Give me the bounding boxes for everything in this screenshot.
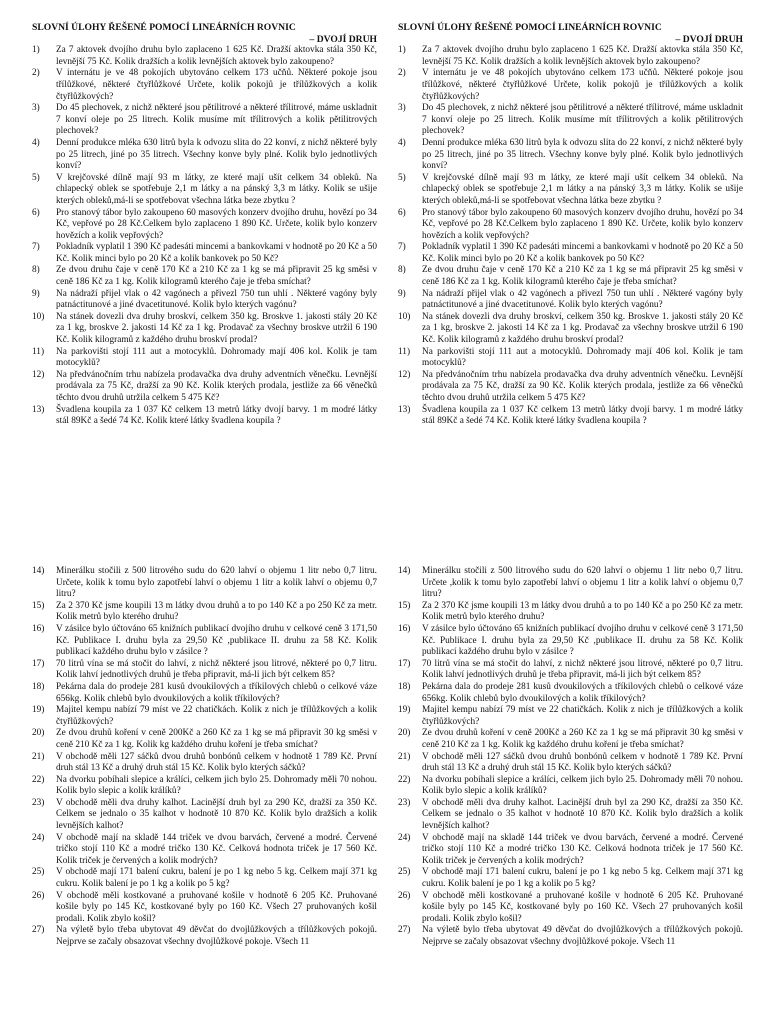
problem-number: 5) [32, 172, 40, 183]
problem-item [32, 68, 377, 103]
problem-item [32, 728, 377, 751]
problem-item [398, 867, 743, 890]
problem-item [398, 624, 743, 659]
problem-number: 24) [398, 832, 411, 843]
problem-item [32, 601, 377, 624]
problem-text: Denní produkce mléka 630 litrů byla k odvozu slita do 22 konví, z nichž některé byly po 25 litrech, jiné po 35 litrech. Všechny konve byly plné. Kolik bylo jednotlivých konví? [422, 137, 743, 172]
problem-item [32, 138, 377, 173]
problem-number: 25) [32, 867, 45, 878]
problem-item [32, 566, 377, 601]
problem-item [398, 289, 743, 312]
problem-text: V obchodě měli kostkované a pruhované košile v hodnotě 6 205 Kč. Pruhované košile byly po 145 Kč, kostkované byly po 160 Kč. Všech 27 pruhovaných košil prodali. Kolik zbylo košil? [56, 890, 377, 924]
problem-item [398, 68, 743, 103]
problem-text: V krejčovské dílně mají 93 m látky, ze které mají ušít celkem 34 obleků. Na chlapecký oblek se spotřebuje 2,1 m látky a na pánský 3,3 m látky. Kolik se ušije kterých obleků,má-li se spotřebovat všechna látka beze zbytku ? [56, 172, 377, 206]
problem-text: V obchodě měli kostkované a pruhované košile v hodnotě 6 205 Kč. Pruhované košile byly po 145 Kč, kostkované byly po 160 Kč. Všech 27 pruhovaných košil prodali. Kolik zbylo košil? [422, 890, 743, 924]
problem-number: 11) [398, 346, 411, 357]
problem-text: V obchodě měli 127 sáčků dvou druhů bonbónů celkem v hodnotě 1 789 Kč. První druh stál 13 Kč a druhý druh stál 15 Kč. Kolik bylo kterých sáčků? [56, 751, 377, 774]
problem-number: 26) [398, 890, 411, 901]
problem-text: Pekárna dala do prodeje 281 kusů dvoukilových a tříkilových chlebů o celkové váze 656kg. Kolik chlebů bylo dvoukilových a kolik tříkilových? [56, 681, 377, 704]
problem-text: V obchodě mají 171 balení cukru, balení je po 1 kg nebo 5 kg. Celkem mají 371 kg cukru. Kolik balení je po 1 kg a kolik po 5 kg? [422, 867, 743, 890]
problem-item [32, 891, 377, 926]
problem-number: 3) [32, 103, 40, 114]
problem-item [32, 752, 377, 775]
worksheet-left-bottom [32, 566, 377, 949]
problem-item [32, 265, 377, 288]
problem-text: Za 7 aktovek dvojího druhu bylo zaplaceno 1 625 Kč. Dražší aktovka stála 350 Kč, levnější 75 Kč. Kolik dražších a kolik levnějších aktovek bylo zakoupeno? [56, 45, 377, 67]
problem-item [32, 682, 377, 705]
problem-item [32, 312, 377, 347]
worksheet-title: SLOVNÍ ÚLOHY ŘEŠENÉ POMOCÍ LINEÁRNÍCH ROVNIC [398, 22, 662, 33]
problem-text: V obchodě mají na skladě 144 triček ve dvou barvách, červené a modré. Červené tričko stojí 110 Kč a modré tričko 130 Kč. Celková hodnota triček je 17 560 Kč. Kolik triček je červených a kolik modrých? [422, 832, 743, 866]
problem-number: 27) [398, 925, 411, 936]
problem-item [32, 405, 377, 428]
problem-number: 9) [398, 288, 406, 299]
problem-text: Na výletě bylo třeba ubytovat 49 děvčat do dvojlůžkových a třílůžkových pokojů. Nejprve se začaly obsazovat všechny dvojlůžkové pokoje. Všech 11 [56, 925, 377, 947]
problem-item [32, 705, 377, 728]
problem-item [398, 405, 743, 428]
problem-text: Do 45 plechovek, z nichž některé jsou pětilitrové a některé třílitrové, máme uskladnit 7 konví oleje po 25 litrech. Kolik musíme mít třílitrových a kolik pětilitrových plechovek? [56, 103, 377, 137]
problem-item [398, 103, 743, 138]
problem-number: 15) [32, 600, 45, 611]
problem-item [398, 312, 743, 347]
problem-number: 5) [398, 172, 406, 183]
problem-item [32, 173, 377, 208]
problem-text: Na výletě bylo třeba ubytovat 49 děvčat do dvojlůžkových a třílůžkových pokojů. Nejprve se začaly obsazovat všechny dvojlůžkové pokoje. Všech 11 [422, 925, 743, 947]
problem-number: 19) [32, 705, 45, 716]
problem-item [398, 659, 743, 682]
worksheet-subtitle: – DVOJÍ DRUH [309, 33, 377, 45]
problem-number: 14) [398, 566, 411, 576]
problem-text: Na dvorku pobíhali slepice a králíci, celkem jich bylo 25. Dohromady měli 70 nohou. Kolik bylo slepic a kolik králíků? [56, 774, 377, 797]
problem-list [32, 45, 377, 428]
problem-text: Na stánek dovezli dva druhy broskví, celkem 350 kg. Broskve 1. jakosti stály 20 Kč za 1 kg, broskve 2. jakosti 14 Kč za 1 kg. Prodavač za všechny broskve utržil 6 190 Kč. Kolik kilogramů z každého druhu broskví prodal? [422, 311, 743, 346]
problem-number: 24) [32, 832, 45, 843]
problem-list [398, 566, 743, 949]
problem-item [398, 682, 743, 705]
problem-text: Na předvánočním trhu nabízela prodavačka dva druhy adventních věnečku. Levnější prodávala za 75 Kč, dražší za 90 Kč. Kolik kterých prodala, jestliže za 66 věnečků těchto dvou druhů utržila celkem 5 475 Kč? [422, 369, 743, 403]
problem-text: Majitel kempu nabízí 79 míst ve 22 chatičkách. Kolik z nich je třílůžkových a kolik čtyřlůžkových? [422, 705, 743, 727]
worksheet-right-bottom [398, 566, 743, 949]
problem-text: Ze dvou druhu čaje v ceně 170 Kč a 210 Kč za 1 kg se má připravit 25 kg směsi v ceně 186 Kč za 1 kg. Kolik kilogramů kterého čaje je třeba smíchat? [422, 265, 743, 288]
problem-text: 70 litrů vína se má stočit do lahví, z nichž některé jsou litrové, některé po 0,7 litru. Kolik lahví jednotlivých druhů je třeba připravit, má-li jich být celkem 85? [56, 658, 377, 681]
problem-number: 18) [398, 681, 411, 692]
problem-text: Na nádraží přijel vlak o 42 vagónech a přivezl 750 tun uhlí . Některé vagóny byly patnáctitunové a jiné dvacetitunové. Kolik bylo kterých vagónu? [56, 288, 377, 311]
problem-number: 22) [398, 774, 411, 785]
problem-number: 17) [32, 658, 45, 669]
problem-number: 27) [32, 925, 45, 936]
problem-number: 26) [32, 890, 45, 901]
problem-number: 11) [32, 346, 45, 357]
problem-item [398, 370, 743, 405]
problem-text: Pokladník vyplatil 1 390 Kč padesáti mincemi a bankovkami v hodnotě po 20 Kč a 50 Kč. Kolik minci bylo po 20 Kč a kolik bankovek po 50 Kč? [56, 242, 377, 264]
problem-text: V zásilce bylo účtováno 65 knižních publikací dvojího druhu v celkové ceně 3 171,50 Kč. Publikace I. druhu byla za 29,50 Kč ,publikace II. druhu za 58 Kč. Kolik publikací každého druhu bylo v zásilce ? [56, 623, 377, 658]
problem-number: 25) [398, 867, 411, 878]
problem-number: 20) [32, 728, 45, 739]
problem-number: 10) [398, 311, 411, 322]
problem-text: Pekárna dala do prodeje 281 kusů dvoukilových a tříkilových chlebů o celkové váze 656kg. Kolik chlebů bylo dvoukilových a kolik tříkilových? [422, 681, 743, 704]
problem-item [32, 867, 377, 890]
worksheet-subtitle: – DVOJÍ DRUH [675, 33, 743, 45]
problem-number: 2) [32, 68, 40, 79]
problem-number: 10) [32, 311, 45, 322]
problem-item [398, 242, 743, 265]
problem-number: 21) [32, 751, 45, 762]
problem-item [398, 601, 743, 624]
problem-item [398, 566, 743, 601]
problem-item [398, 347, 743, 370]
problem-item [398, 728, 743, 751]
problem-text: Na nádraží přijel vlak o 42 vagónech a přivezl 750 tun uhlí . Některé vagóny byly patnáctitunové a jiné dvacetitunové. Kolik bylo kterých vagónu? [422, 288, 743, 311]
problem-item [398, 173, 743, 208]
problem-text: V obchodě mají na skladě 144 triček ve dvou barvách, červené a modré. Červené tričko stojí 110 Kč a modré tričko 130 Kč. Celková hodnota triček je 17 560 Kč. Kolik triček je červených a kolik modrých? [56, 832, 377, 866]
problem-text: Majitel kempu nabízí 79 míst ve 22 chatičkách. Kolik z nich je třílůžkových a kolik čtyřlůžkových? [56, 705, 377, 727]
problem-number: 7) [32, 242, 40, 253]
problem-item [398, 208, 743, 243]
problem-number: 19) [398, 705, 411, 716]
problem-number: 1) [32, 45, 40, 56]
problem-item [32, 370, 377, 405]
problem-text: Za 7 aktovek dvojího druhu bylo zaplaceno 1 625 Kč. Dražší aktovka stála 350 Kč, levnější 75 Kč. Kolik dražších a kolik levnějších aktovek bylo zakoupeno? [422, 45, 743, 67]
problem-number: 6) [32, 207, 40, 218]
problem-text: V obchodě měli dva druhy kalhot. Lacinější druh byl za 290 Kč, dražší za 350 Kč. Celkem se jednalo o 35 kalhot v hodnotě 10 870 Kč. Kolik bylo dražších a kolik levnějších kalhot? [56, 797, 377, 832]
problem-number: 3) [398, 103, 406, 114]
problem-text: Na parkovišti stojí 111 aut a motocyklů. Dohromady mají 406 kol. Kolik je tam motocyklů? [422, 346, 743, 369]
problem-number: 8) [32, 265, 40, 276]
problem-item [32, 925, 377, 948]
problem-text: V obchodě měli dva druhy kalhot. Lacinější druh byl za 290 Kč, dražší za 350 Kč. Celkem se jednalo o 35 kalhot v hodnotě 10 870 Kč. Kolik bylo dražších a kolik levnějších kalhot? [422, 797, 743, 832]
problem-number: 13) [32, 404, 45, 415]
problem-number: 12) [398, 369, 411, 380]
problem-item [398, 138, 743, 173]
problem-number: 4) [398, 137, 406, 148]
problem-item [398, 891, 743, 926]
problem-number: 9) [32, 288, 40, 299]
problem-text: Pokladník vyplatil 1 390 Kč padesáti mincemi a bankovkami v hodnotě po 20 Kč a 50 Kč. Kolik minci bylo po 20 Kč a kolik bankovek po 50 Kč? [422, 242, 743, 264]
problem-number: 21) [398, 751, 411, 762]
problem-text: Na předvánočním trhu nabízela prodavačka dva druhy adventních věnečku. Levnější prodávala za 75 Kč, dražší za 90 Kč. Kolik kterých prodala, jestliže za 66 věnečků těchto dvou druhů utržila celkem 5 475 Kč? [56, 369, 377, 403]
problem-item [398, 798, 743, 833]
problem-number: 23) [32, 797, 45, 808]
problem-item [32, 798, 377, 833]
worksheet-left-top [32, 22, 377, 428]
problem-text: Na stánek dovezli dva druhy broskví, celkem 350 kg. Broskve 1. jakosti stály 20 Kč za 1 kg, broskve 2. jakosti 14 Kč za 1 kg. Prodavač za všechny broskve utržil 6 190 Kč. Kolik kilogramů z každého druhu broskví prodal? [56, 311, 377, 346]
problem-text: Švadlena koupila za 1 037 Kč celkem 13 metrů látky dvojí barvy. 1 m modré látky stál 89Kč a šedé 74 Kč. Kolik které látky švadlena koupila ? [56, 404, 377, 427]
problem-number: 7) [398, 242, 406, 253]
problem-number: 13) [398, 404, 411, 415]
problem-text: Denní produkce mléka 630 litrů byla k odvozu slita do 22 konví, z nichž některé byly po 25 litrech, jiné po 35 litrech. Všechny konve byly plné. Kolik bylo jednotlivých konví? [56, 137, 377, 172]
problem-number: 17) [398, 658, 411, 669]
problem-number: 14) [32, 566, 45, 576]
problem-text: Minerálku stočili z 500 litrového sudu do 620 lahví o objemu 1 litr nebo 0,7 litru. Určete ,kolik k tomu bylo zapotřebí lahví o objemu 1 litr a kolik lahví o objemu 0,7 litru? [422, 566, 743, 600]
problem-text: V internátu je ve 48 pokojích ubytováno celkem 173 učňů. Některé pokoje jsou třílůžkové, některé čtyřlůžkové Určete, kolik pokojů je třílůžkových a kolik čtyřlůžkových? [56, 68, 377, 102]
problem-item [398, 925, 743, 948]
problem-number: 20) [398, 728, 411, 739]
problem-text: V internátu je ve 48 pokojích ubytováno celkem 173 učňů. Některé pokoje jsou třílůžkové, některé čtyřlůžkové Určete, kolik pokojů je třílůžkových a kolik čtyřlůžkových? [422, 68, 743, 102]
problem-item [32, 289, 377, 312]
problem-text: Švadlena koupila za 1 037 Kč celkem 13 metrů látky dvojí barvy. 1 m modré látky stál 89Kč a šedé 74 Kč. Kolik které látky švadlena koupila ? [422, 404, 743, 427]
problem-item [398, 45, 743, 68]
problem-text: Do 45 plechovek, z nichž některé jsou pětilitrové a některé třílitrové, máme uskladnit 7 konví oleje po 25 litrech. Kolik musíme mít třílitrových a kolik pětilitrových plechovek? [422, 103, 743, 137]
problem-text: Na dvorku pobíhali slepice a králíci, celkem jich bylo 25. Dohromady měli 70 nohou. Kolik bylo slepic a kolik králíků? [422, 774, 743, 797]
problem-item [32, 208, 377, 243]
problem-number: 6) [398, 207, 406, 218]
problem-text: Minerálku stočili z 500 litrového sudu do 620 lahví o objemu 1 litr nebo 0,7 litru. Určete, kolik k tomu bylo zapotřebí lahví o objemu 1 litr a kolik lahví o objemu 0,7 litru? [56, 566, 377, 600]
problem-item [32, 242, 377, 265]
problem-item [32, 833, 377, 868]
problem-item [398, 752, 743, 775]
problem-text: Na parkovišti stojí 111 aut a motocyklů. Dohromady mají 406 kol. Kolik je tam motocyklů? [56, 346, 377, 369]
problem-list [398, 45, 743, 428]
problem-number: 1) [398, 45, 406, 56]
problem-text: Ze dvou druhů koření v ceně 200Kč a 260 Kč za 1 kg se má připravit 30 kg směsi v ceně 210 Kč za 1 kg. Kolik kg každého druhu koření je třeba smíchat? [56, 728, 377, 750]
problem-text: Za 2 370 Kč jsme koupili 13 m látky dvou druhů a to po 140 Kč a po 250 Kč za metr. Kolik metrů bylo kterého druhu? [56, 600, 377, 623]
problem-number: 15) [398, 600, 411, 611]
problem-text: 70 litrů vína se má stočit do lahví, z nichž některé jsou litrové, některé po 0,7 litru. Kolik lahví jednotlivých druhů je třeba připravit, má-li jich být celkem 85? [422, 658, 743, 681]
problem-text: V obchodě mají 171 balení cukru, balení je po 1 kg nebo 5 kg. Celkem mají 371 kg cukru. Kolik balení je po 1 kg a kolik po 5 kg? [56, 867, 377, 890]
problem-item [398, 775, 743, 798]
problem-list [32, 566, 377, 949]
problem-item [32, 103, 377, 138]
problem-item [32, 624, 377, 659]
problem-text: V obchodě měli 127 sáčků dvou druhů bonbónů celkem v hodnotě 1 789 Kč. První druh stál 13 Kč a druhý druh stál 15 Kč. Kolik bylo kterých sáčků? [422, 751, 743, 774]
problem-item [32, 45, 377, 68]
problem-item [32, 775, 377, 798]
problem-text: Ze dvou druhu čaje v ceně 170 Kč a 210 Kč za 1 kg se má připravit 25 kg směsi v ceně 186 Kč za 1 kg. Kolik kilogramů kterého čaje je třeba smíchat? [56, 265, 377, 288]
problem-text: V zásilce bylo účtováno 65 knižních publikací dvojího druhu v celkové ceně 3 171,50 Kč. Publikace I. druhu byla za 29,50 Kč ,publikace II. druhu za 58 Kč. Kolik publikací každého druhu bylo v zásilce ? [422, 623, 743, 658]
problem-number: 22) [32, 774, 45, 785]
problem-text: V krejčovské dílně mají 93 m látky, ze které mají ušít celkem 34 obleků. Na chlapecký oblek se spotřebuje 2,1 m látky a na pánský 3,3 m látky. Kolik se ušije kterých obleků,má-li se spotřebovat všechna látka beze zbytku ? [422, 172, 743, 206]
problem-number: 18) [32, 681, 45, 692]
problem-text: Pro stanový tábor bylo zakoupeno 60 masových konzerv dvojího druhu, hovězí po 34 Kč, vepřové po 28 Kč.Celkem bylo zaplaceno 1 890 Kč. Určete, kolik bylo konzerv hovězích a kolik vepřových? [422, 207, 743, 241]
problem-item [398, 265, 743, 288]
worksheet-right-top [398, 22, 743, 428]
problem-item [398, 705, 743, 728]
problem-number: 23) [398, 797, 411, 808]
problem-item [32, 659, 377, 682]
problem-text: Pro stanový tábor bylo zakoupeno 60 masových konzerv dvojího druhu, hovězí po 34 Kč, vepřové po 28 Kč.Celkem bylo zaplaceno 1 890 Kč. Určete, kolik bylo konzerv hovězích a kolik vepřových? [56, 207, 377, 241]
problem-number: 12) [32, 369, 45, 380]
problem-number: 2) [398, 68, 406, 79]
problem-item [398, 833, 743, 868]
problem-text: Ze dvou druhů koření v ceně 200Kč a 260 Kč za 1 kg se má připravit 30 kg směsi v ceně 210 Kč za 1 kg. Kolik kg každého druhu koření je třeba smíchat? [422, 728, 743, 750]
problem-text: Za 2 370 Kč jsme koupili 13 m látky dvou druhů a to po 140 Kč a po 250 Kč za metr. Kolik metrů bylo kterého druhu? [422, 600, 743, 623]
problem-number: 8) [398, 265, 406, 276]
problem-number: 16) [32, 623, 45, 634]
problem-number: 16) [398, 623, 411, 634]
problem-number: 4) [32, 137, 40, 148]
problem-item [32, 347, 377, 370]
worksheet-title: SLOVNÍ ÚLOHY ŘEŠENÉ POMOCÍ LINEÁRNÍCH ROVNIC [32, 22, 296, 33]
